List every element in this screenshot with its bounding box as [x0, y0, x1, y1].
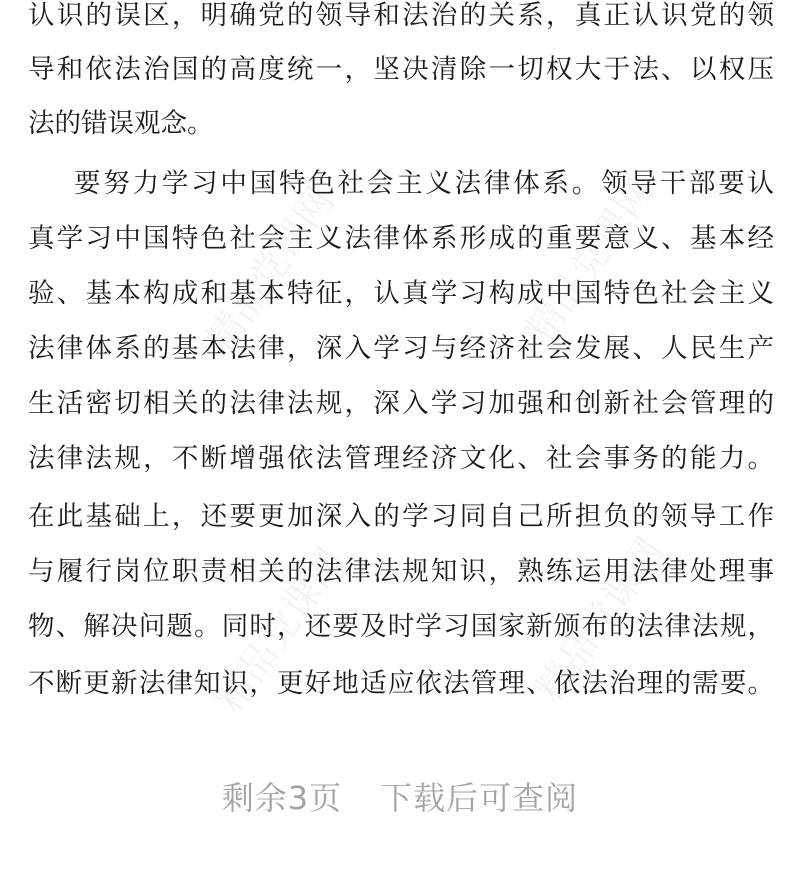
- remaining-pages-text: 剩余3页: [221, 779, 343, 817]
- body-text-line: 验、基本构成和基本特征，认真学习构成中国特色社会主义: [28, 278, 774, 309]
- body-text-line: 法律法规，不断增强依法管理经济文化、社会事务的能力。: [28, 443, 774, 474]
- body-text-line: 不断更新法律知识，更好地适应依法管理、依法治理的需要。: [28, 668, 774, 699]
- body-text-line: 真学习中国特色社会主义法律体系形成的重要意义、基本经: [28, 223, 774, 254]
- body-text-line: 在此基础上，还要更加深入的学习同自己所担负的领导工作: [28, 501, 774, 532]
- paragraph-first-line: 要努力学习中国特色社会主义法律体系。领导干部要认: [74, 168, 774, 199]
- preview-limit-banner[interactable]: [0, 770, 800, 826]
- body-text-line: 物、解决问题。同时，还要及时学习国家新颁布的法律法规，: [28, 611, 774, 642]
- body-text-line: 法的错误观念。: [28, 108, 214, 139]
- body-text-line: 与履行岗位职责相关的法律法规知识，熟练运用法律处理事: [28, 556, 774, 587]
- body-text-line: 导和依法治国的高度统一，坚决清除一切权大于法、以权压: [28, 54, 774, 85]
- body-text-line: 认识的误区，明确党的领导和法治的关系，真正认识党的领: [28, 0, 774, 31]
- download-to-view-text[interactable]: 下载后可查阅: [380, 779, 579, 817]
- body-text-line: 法律体系的基本法律，深入学习与经济社会发展、人民生产: [28, 333, 774, 364]
- body-text-line: 生活密切相关的法律法规，深入学习加强和创新社会管理的: [28, 388, 774, 419]
